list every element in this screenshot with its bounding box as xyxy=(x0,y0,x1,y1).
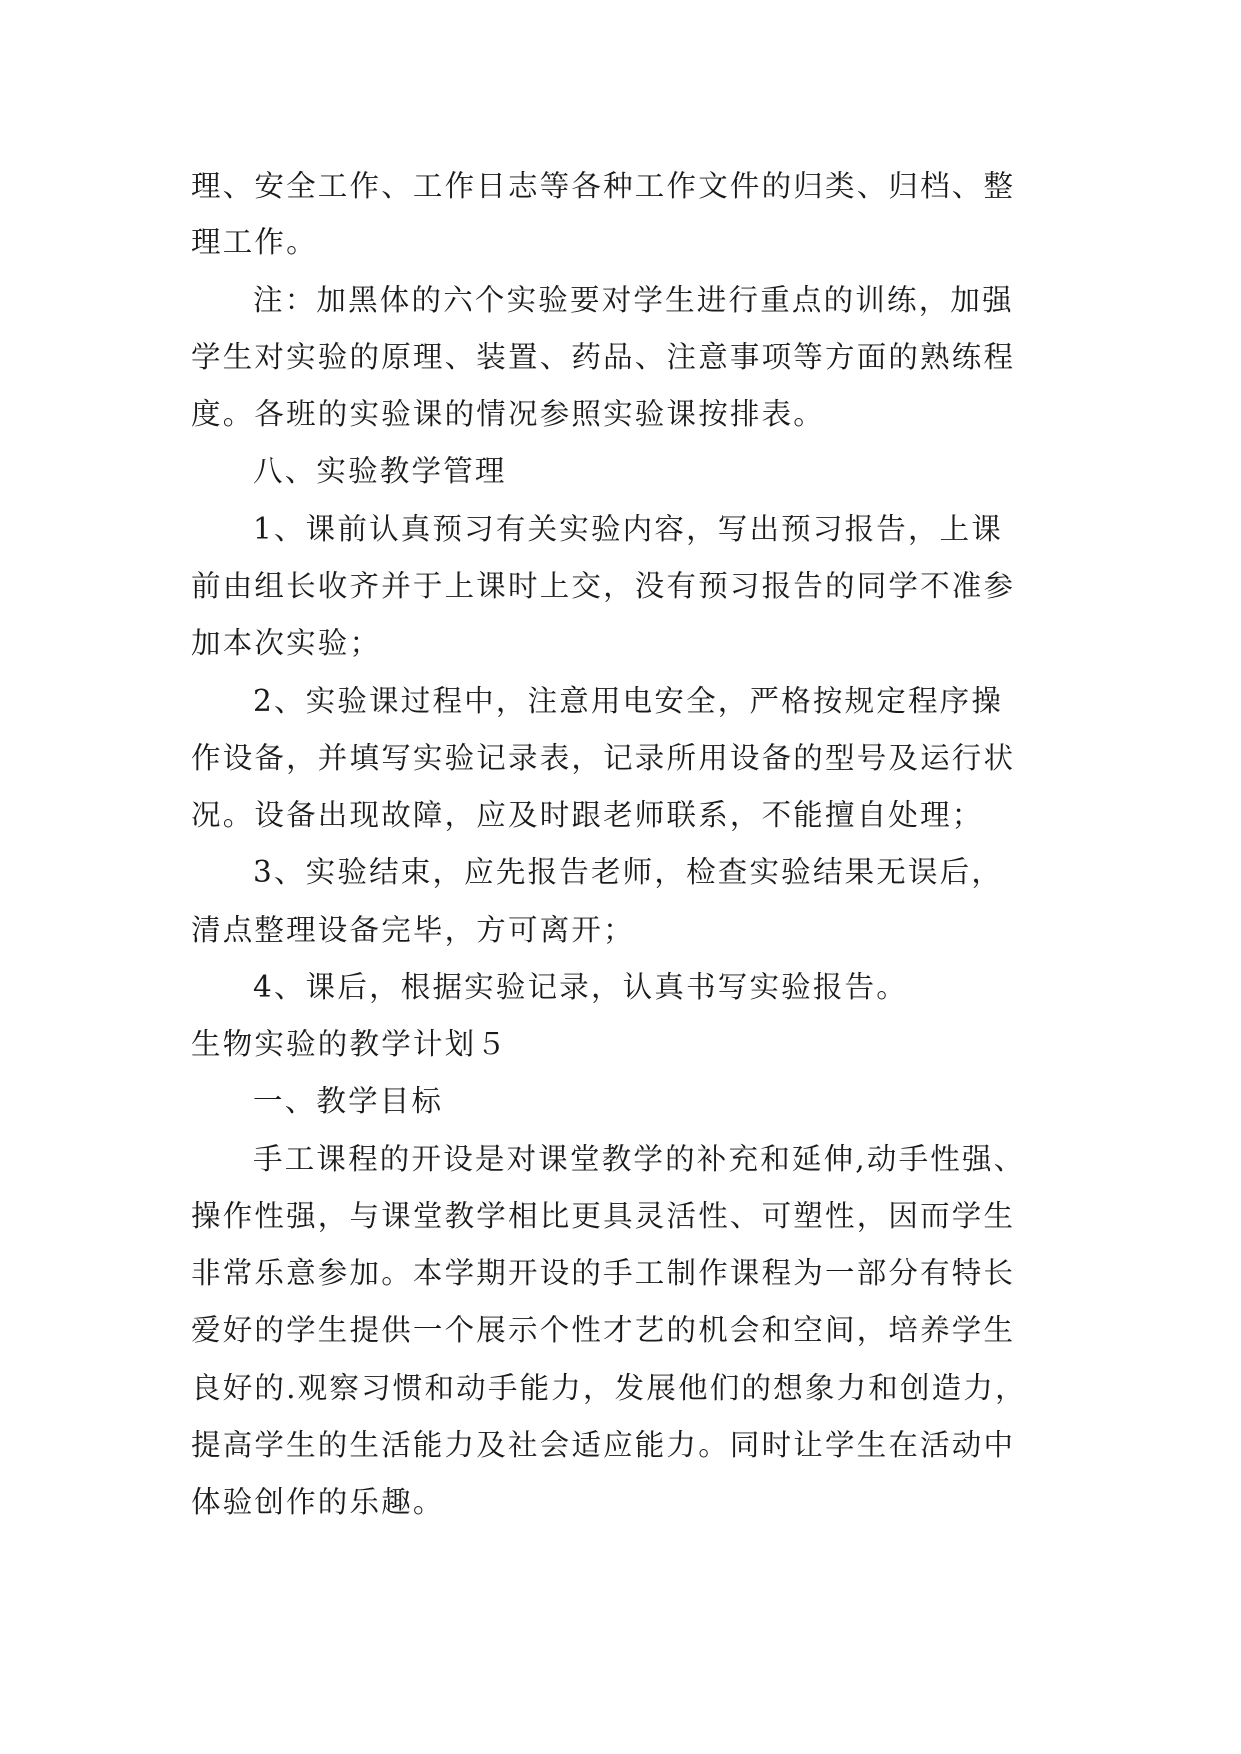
text-line: 2、实验课过程中，注意用电安全，严格按规定程序操 xyxy=(253,684,1004,718)
text-line: 体验创作的乐趣。 xyxy=(191,1485,445,1519)
text-line: 3、实验结束，应先报告老师，检查实验结果无误后， xyxy=(253,855,1004,889)
text-line: 非常乐意参加。本学期开设的手工制作课程为一部分有特长 xyxy=(191,1256,1016,1290)
text-line: 4、课后，根据实验记录，认真书写实验报告。 xyxy=(253,970,908,1004)
text-line: 手工课程的开设是对课堂教学的补充和延伸,动手性强、 xyxy=(253,1142,1026,1176)
text-line: 加本次实验； xyxy=(191,626,382,660)
text-line: 度。各班的实验课的情况参照实验课按排表。 xyxy=(191,397,826,431)
text-line: 清点整理设备完毕，方可离开； xyxy=(191,913,635,947)
text-line: 操作性强，与课堂教学相比更具灵活性、可塑性，因而学生 xyxy=(191,1199,1016,1233)
text-line: 况。设备出现故障，应及时跟老师联系，不能擅自处理； xyxy=(191,798,984,832)
text-line: 提高学生的生活能力及社会适应能力。同时让学生在活动中 xyxy=(191,1428,1016,1462)
text-line: 理、安全工作、工作日志等各种工作文件的归类、归档、整 xyxy=(191,169,1016,203)
text-line: 理工作。 xyxy=(191,225,318,259)
text-line: 爱好的学生提供一个展示个性才艺的机会和空间，培养学生 xyxy=(191,1313,1016,1347)
section-heading: 一、教学目标 xyxy=(253,1084,444,1118)
section-heading: 八、实验教学管理 xyxy=(253,454,507,488)
text-line: 学生对实验的原理、装置、药品、注意事项等方面的熟练程 xyxy=(191,340,1016,374)
text-line: 1、课前认真预习有关实验内容，写出预习报告，上课 xyxy=(253,512,1004,546)
text-line: 前由组长收齐并于上课时上交，没有预习报告的同学不准参 xyxy=(191,569,1016,603)
text-line: 良好的.观察习惯和动手能力，发展他们的想象力和创造力， xyxy=(191,1371,1027,1405)
text-line: 注：加黑体的六个实验要对学生进行重点的训练，加强 xyxy=(253,283,1014,317)
text-line: 作设备，并填写实验记录表，记录所用设备的型号及运行状 xyxy=(191,741,1016,775)
document-heading: 生物实验的教学计划５ xyxy=(191,1027,509,1061)
